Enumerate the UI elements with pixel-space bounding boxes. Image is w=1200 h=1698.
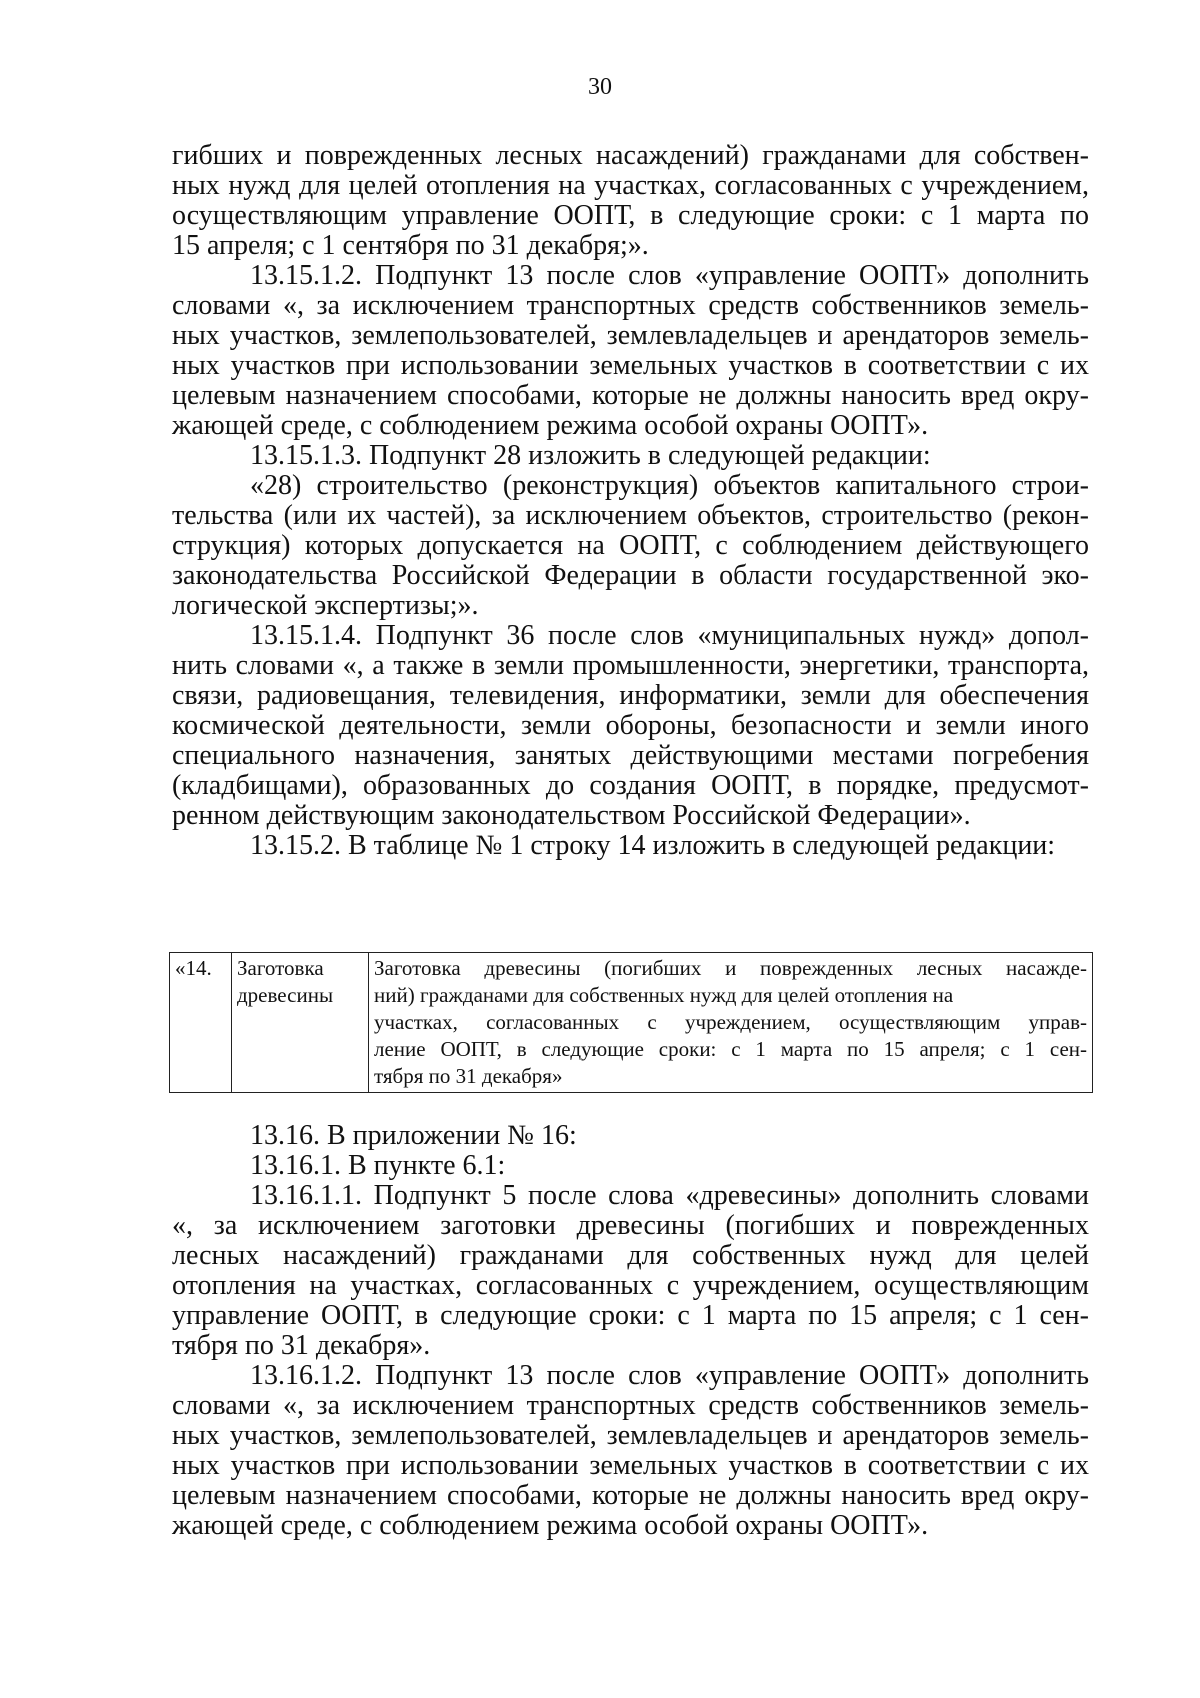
row-name-line: Заготовка <box>237 956 324 980</box>
text-line: связи, радиовещания, телевидения, информатики, земли для обеспечения <box>172 680 1089 711</box>
text-line: «28) строительство (реконструкция) объектов капитального строи- <box>250 470 1089 501</box>
text-line: 13.15.1.4. Подпункт 36 после слов «муниципальных нужд» допол- <box>250 620 1089 651</box>
text-line: участках, согласованных с учреждением, осуществляющим управ- <box>374 1010 1087 1034</box>
table-row-14 <box>169 952 1093 1093</box>
text-line: целевым назначением способами, которые не должны наносить вред окру- <box>172 380 1089 411</box>
row-name-cell <box>232 953 369 1093</box>
text-line: тября по 31 декабря». <box>172 1330 431 1361</box>
text-line: управление ООПТ, в следующие сроки: с 1 марта по 15 апреля; с 1 сен- <box>172 1300 1089 1331</box>
text-line: «, за исключением заготовки древесины (погибших и поврежденных <box>172 1210 1089 1241</box>
text-line: лесных насаждений) гражданами для собственных нужд для целей <box>172 1240 1089 1271</box>
row-number: «14. <box>175 956 212 980</box>
text-line: отопления на участках, согласованных с учреждением, осуществляющим <box>172 1270 1089 1301</box>
text-line: 15 апреля; с 1 сентября по 31 декабря;». <box>172 230 649 261</box>
table-row <box>170 953 1093 1093</box>
text-line: жающей среде, с соблюдением режима особой охраны ООПТ». <box>172 410 929 441</box>
text-line: 13.16.1. В пункте 6.1: <box>250 1150 506 1181</box>
row-number-cell <box>170 953 232 1093</box>
text-line: логической экспертизы;». <box>172 590 479 621</box>
text-line: целевым назначением способами, которые не должны наносить вред окру- <box>172 1480 1089 1511</box>
text-line: осуществляющим управление ООПТ, в следующие сроки: с 1 марта по <box>172 200 1089 231</box>
text-line: 13.16. В приложении № 16: <box>250 1120 577 1151</box>
text-line: космической деятельности, земли обороны, безопасности и земли иного <box>172 710 1089 741</box>
text-line: струкция) которых допускается на ООПТ, с соблюдением действующего <box>172 530 1089 561</box>
text-line: гибших и поврежденных лесных насаждений) гражданами для собствен- <box>172 140 1089 171</box>
text-line: ренном действующим законодательством Российской Федерации». <box>172 800 971 831</box>
text-line: законодательства Российской Федерации в области государственной эко- <box>172 560 1089 591</box>
text-line: ных участков при использовании земельных участков в соответствии с их <box>172 350 1089 381</box>
text-line: 13.16.1.2. Подпункт 13 после слов «управление ООПТ» дополнить <box>250 1360 1089 1391</box>
text-line: 13.15.2. В таблице № 1 строку 14 изложить в следующей редакции: <box>250 830 1056 861</box>
text-line: Заготовка древесины (погибших и поврежденных лесных насажде- <box>374 956 1087 980</box>
text-line: (кладбищами), образованных до создания ООПТ, в порядке, предусмот- <box>172 770 1089 801</box>
text-line: ление ООПТ, в следующие сроки: с 1 марта по 15 апреля; с 1 сен- <box>374 1037 1087 1061</box>
text-line: жающей среде, с соблюдением режима особой охраны ООПТ». <box>172 1510 929 1541</box>
text-line: нить словами «, а также в земли промышленности, энергетики, транспорта, <box>172 650 1089 681</box>
text-block-section-13-15 <box>172 141 1089 861</box>
text-line: ных участков при использовании земельных участков в соответствии с их <box>172 1450 1089 1481</box>
text-line: 13.15.1.2. Подпункт 13 после слов «управление ООПТ» дополнить <box>250 260 1089 291</box>
text-line: ных участков, землепользователей, землевладельцев и арендаторов земель- <box>172 320 1089 351</box>
text-line: тельства (или их частей), за исключением объектов, строительство (рекон- <box>172 500 1089 531</box>
row-name-line: древесины <box>237 983 334 1007</box>
text-line: словами «, за исключением транспортных средств собственников земель- <box>172 1390 1089 1421</box>
row-description-cell <box>369 953 1093 1093</box>
text-line: тября по 31 декабря» <box>374 1064 563 1088</box>
text-line: 13.15.1.3. Подпункт 28 изложить в следующей редакции: <box>250 440 931 471</box>
text-block-section-13-16 <box>172 1121 1089 1541</box>
text-line: специального назначения, занятых действующими местами погребения <box>172 740 1089 771</box>
page-number: 30 <box>588 74 612 100</box>
text-line: словами «, за исключением транспортных средств собственников земель- <box>172 290 1089 321</box>
text-line: ных участков, землепользователей, землевладельцев и арендаторов земель- <box>172 1420 1089 1451</box>
text-line: 13.16.1.1. Подпункт 5 после слова «древесины» дополнить словами <box>250 1180 1089 1211</box>
text-line: ний) гражданами для собственных нужд для целей отопления на <box>374 983 954 1007</box>
text-line: ных нужд для целей отопления на участках, согласованных с учреждением, <box>172 170 1089 201</box>
